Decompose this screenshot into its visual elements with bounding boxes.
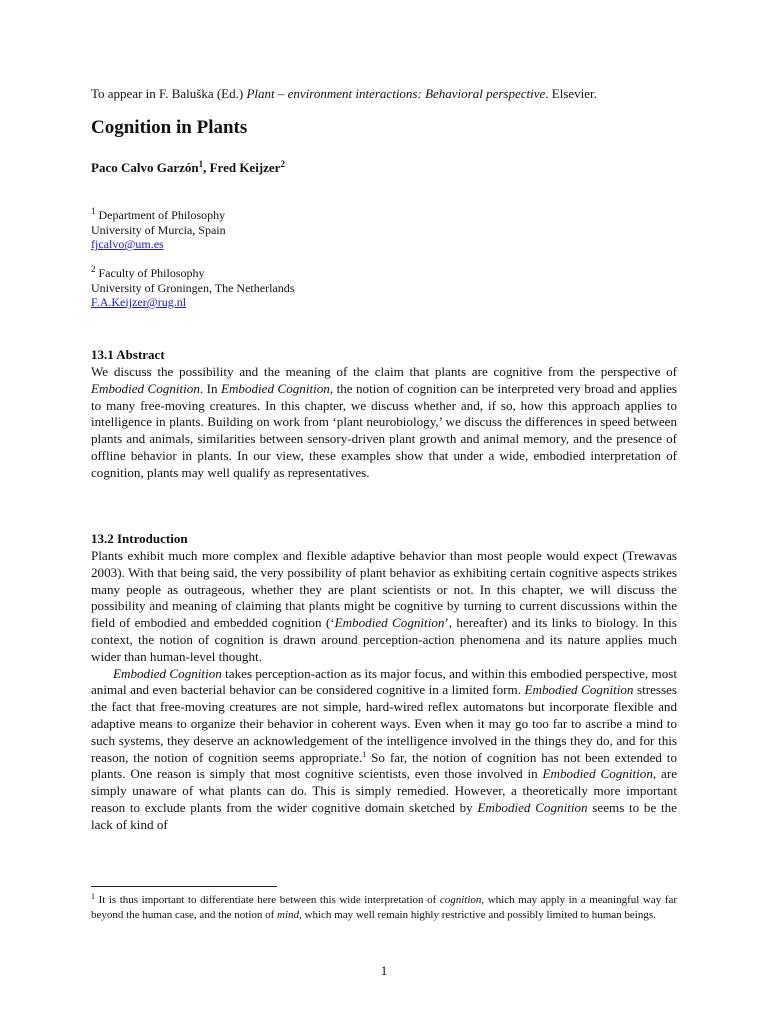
footnote-divider [91,886,277,887]
introduction-paragraph-1: Plants exhibit much more complex and flexible adaptive behavior than most people would expect (Trewavas 2003). With that being said, the very possibility of plant behavior as exhibiting certain cognitive aspects strikes many people as outrageous, whether they are plant scientists or not. In this chapter, we will discuss the possibility and meaning of claiming that plants might be cognitive by turning to current discussions within the field of embodied and embedded cognition (‘Embodied Cognition’, hereafter) and its links to biology. In this context, the notion of cognition is drawn around perception-action phenomena and its nature applies much wider than human-level thought. [91,548,677,664]
author-line: Paco Calvo Garzón$^1$, Fred Keijzer$^2$ [91,159,285,175]
affiliation-2: $^2$ Faculty of Philosophy University of Groningen, The Netherlands F.A.Keijzer@rug.nl [91,264,295,309]
email-link-2[interactable]: F.A.Keijzer@rug.nl [91,295,187,309]
paper-title: Cognition in Plants [91,117,248,138]
abstract-heading: 13.1 Abstract [91,347,165,362]
introduction-body [91,548,677,834]
footnote-1: $^1$ It is thus important to differentiate here between this wide interpretation of cognition, which may apply in a meaningful way far beyond the human case, and the notion of mind, which may well remain highly restrictive and possibly limited to human beings. [91,892,677,921]
abstract-text: We discuss the possibility and the meaning of the claim that plants are cognitive from the perspective of Embodied Cognition. In Embodied Cognition, the notion of cognition can be interpreted very broad and applies to many free-moving creatures. In this chapter, we discuss whether and, if so, how this approach applies to intelligence in plants. Building on work from ‘plant neurobiology,’ we discuss the differences in speed between plants and animals, similarities between sensory-driven plant growth and animal memory, and the presence of offline behavior in plants. In our view, these examples show that under a wide, embodied interpretation of cognition, plants may well qualify as representatives. [91,364,677,480]
affiliation-1: $^1$ Department of Philosophy University of Murcia, Spain fjcalvo@um.es [91,206,226,251]
author-2: Fred Keijzer [209,160,281,175]
footnote-marker[interactable]: 1 [362,749,367,759]
book-title: Plant – environment interactions: Behavioral perspective [246,86,546,101]
publication-note: To appear in F. Baluška (Ed.) Plant – environment interactions: Behavioral perspective. Elsevier. [91,86,597,101]
introduction-paragraph-2: Embodied Cognition takes perception-action as its major focus, and within this embodied perspective, most animal and even bacterial behavior can be considered cognitive in a limited form. Embodied Cognition stresses the fact that free-moving creatures are not simple, hard-wired reflex automatons but incorporate flexible and adaptive means to organize their behavior in coherent ways. Even when it may go too far to ascribe a mind to such systems, they deserve an acknowledgement of the intelligence involved in the things they do, and for this reason, the notion of cognition seems appropriate.$^1$ So far, the notion of cognition has not been extended to plants. One reason is simply that most cognitive scientists, even those involved in Embodied Cognition, are simply unaware of what plants can do. This is simply remedied. However, a theoretically more important reason to exclude plants from the wider cognitive domain sketched by Embodied Cognition seems to be the lack of kind of [91,665,678,832]
page-number: 1 [380,963,388,978]
email-link-1[interactable]: fjcalvo@um.es [91,237,164,251]
introduction-heading: 13.2 Introduction [91,531,188,546]
author-1: Paco Calvo Garzón [91,160,199,175]
